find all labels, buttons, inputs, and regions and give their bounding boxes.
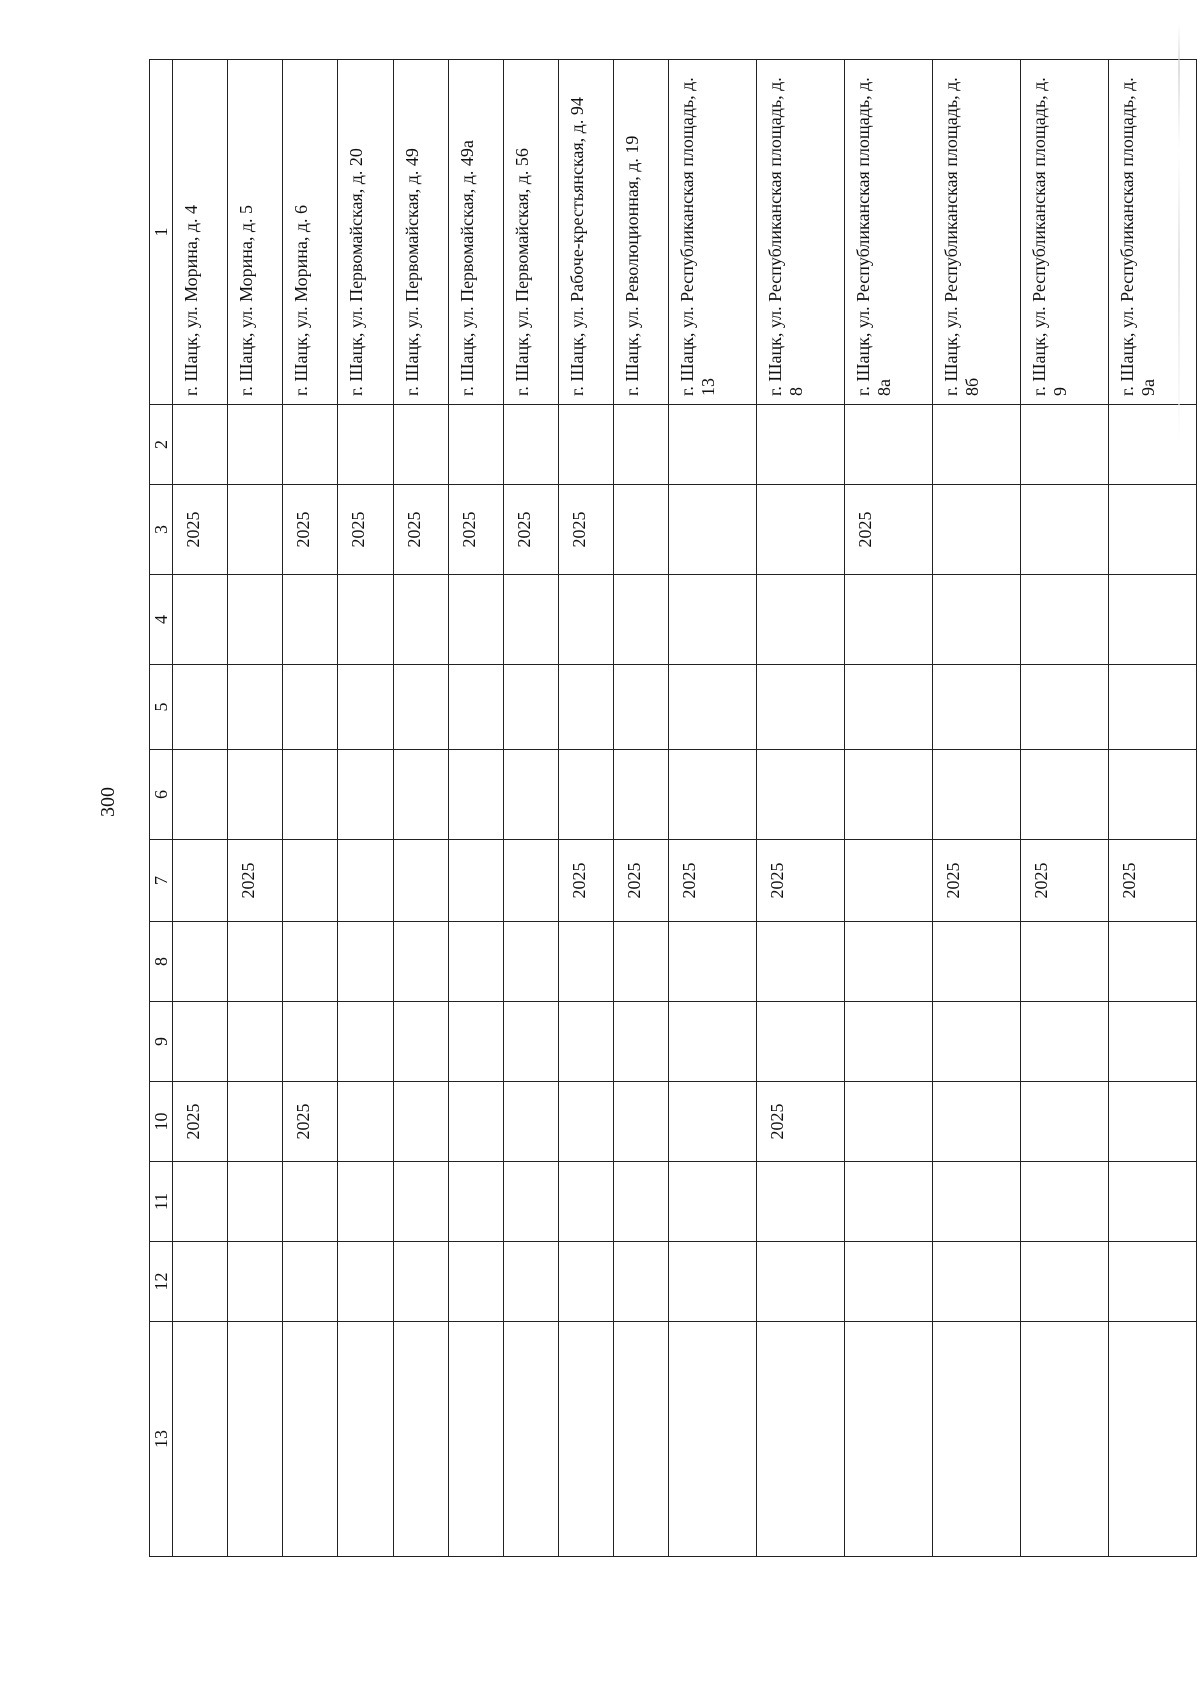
table-cell — [173, 750, 228, 840]
table-cell — [503, 750, 558, 840]
table-cell — [173, 922, 228, 1002]
table-cell — [559, 1322, 614, 1557]
table-cell — [338, 1082, 393, 1162]
column-header: 10 — [150, 1082, 173, 1162]
table-cell: 2025 — [338, 485, 393, 575]
table-cell — [173, 575, 228, 665]
column-header: 6 — [150, 750, 173, 840]
address-cell: г. Шацк, ул. Морина, д. 4 — [173, 60, 228, 405]
table-cell — [669, 750, 757, 840]
table-cell — [614, 1162, 669, 1242]
table-cell — [503, 922, 558, 1002]
table-cell — [448, 1242, 503, 1322]
column-header: 9 — [150, 1002, 173, 1082]
table-cell — [933, 922, 1021, 1002]
table-cell — [559, 575, 614, 665]
table-cell — [559, 665, 614, 750]
address-cell: г. Шацк, ул. Первомайская, д. 20 — [338, 60, 393, 405]
table-cell — [173, 1162, 228, 1242]
table-cell — [283, 1162, 338, 1242]
table-cell — [228, 665, 283, 750]
table-cell — [173, 665, 228, 750]
column-header: 5 — [150, 665, 173, 750]
table-cell — [338, 1002, 393, 1082]
table-row — [933, 60, 1021, 1557]
table-cell — [845, 840, 933, 922]
table-cell — [669, 405, 757, 485]
rotated-table-frame — [149, 77, 1197, 1557]
table-cell — [228, 1002, 283, 1082]
address-cell: г. Шацк, ул. Морина, д. 6 — [283, 60, 338, 405]
table-cell — [614, 1082, 669, 1162]
table-cell — [1021, 750, 1109, 840]
table-cell: 2025 — [1021, 840, 1109, 922]
table-cell: 2025 — [614, 840, 669, 922]
address-cell: г. Шацк, ул. Республиканская площадь, д. 13 — [669, 60, 757, 405]
address-cell: г. Шацк, ул. Морина, д. 5 — [228, 60, 283, 405]
table-cell — [283, 1322, 338, 1557]
table-cell — [933, 665, 1021, 750]
table-cell — [933, 1322, 1021, 1557]
table-cell — [757, 1162, 845, 1242]
table-cell — [1021, 1242, 1109, 1322]
table-cell — [393, 1322, 448, 1557]
table-cell — [393, 1002, 448, 1082]
table-cell — [1108, 750, 1196, 840]
table-row — [393, 60, 448, 1557]
table-row — [173, 60, 228, 1557]
table-cell — [1108, 405, 1196, 485]
table-cell — [933, 1002, 1021, 1082]
table-cell — [503, 1242, 558, 1322]
table-cell — [1021, 1002, 1109, 1082]
table-cell — [1021, 405, 1109, 485]
table-cell — [393, 665, 448, 750]
table-cell — [845, 1242, 933, 1322]
column-header: 11 — [150, 1162, 173, 1242]
table-cell — [669, 1162, 757, 1242]
table-cell — [757, 665, 845, 750]
table-cell — [448, 1002, 503, 1082]
table-cell — [845, 1002, 933, 1082]
table-row — [559, 60, 614, 1557]
table-cell — [1108, 575, 1196, 665]
table-cell — [448, 1082, 503, 1162]
table-row — [338, 60, 393, 1557]
table-cell — [845, 405, 933, 485]
table-row — [228, 60, 283, 1557]
column-header: 7 — [150, 840, 173, 922]
table-cell — [669, 1322, 757, 1557]
table-cell — [228, 1322, 283, 1557]
table-cell — [228, 750, 283, 840]
table-cell: 2025 — [228, 840, 283, 922]
table-cell: 2025 — [757, 840, 845, 922]
address-cell: г. Шацк, ул. Рабоче-крестьянская, д. 94 — [559, 60, 614, 405]
table-cell — [503, 665, 558, 750]
table-cell — [173, 1242, 228, 1322]
table-cell — [503, 1082, 558, 1162]
table-cell — [845, 1322, 933, 1557]
column-header: 12 — [150, 1242, 173, 1322]
table-cell — [559, 1082, 614, 1162]
table-cell — [338, 665, 393, 750]
table-cell — [757, 1002, 845, 1082]
table-cell: 2025 — [933, 840, 1021, 922]
table-cell — [228, 922, 283, 1002]
column-header: 1 — [150, 60, 173, 405]
table-cell — [338, 1242, 393, 1322]
table-cell — [757, 922, 845, 1002]
table-cell: 2025 — [845, 485, 933, 575]
table-cell — [845, 665, 933, 750]
table-cell — [669, 575, 757, 665]
address-cell: г. Шацк, ул. Первомайская, д. 49 — [393, 60, 448, 405]
table-row — [283, 60, 338, 1557]
table-cell — [338, 405, 393, 485]
table-cell — [559, 922, 614, 1002]
table-cell — [1108, 1082, 1196, 1162]
table-cell — [448, 750, 503, 840]
table-cell — [173, 1002, 228, 1082]
table-cell — [614, 405, 669, 485]
table-cell — [393, 405, 448, 485]
table-cell — [448, 840, 503, 922]
table-cell — [338, 750, 393, 840]
table-cell — [1021, 575, 1109, 665]
column-header: 4 — [150, 575, 173, 665]
table-cell — [1108, 665, 1196, 750]
table-cell — [559, 750, 614, 840]
table-cell — [338, 840, 393, 922]
table-cell — [669, 922, 757, 1002]
table-cell: 2025 — [669, 840, 757, 922]
table-cell — [228, 485, 283, 575]
table-cell — [393, 1082, 448, 1162]
address-cell: г. Шацк, ул. Республиканская площадь, д. 9 — [1021, 60, 1109, 405]
table-cell — [845, 922, 933, 1002]
table-cell — [228, 1082, 283, 1162]
column-header: 13 — [150, 1322, 173, 1557]
table-body — [150, 60, 1197, 1557]
table-cell — [614, 922, 669, 1002]
table-cell: 2025 — [283, 485, 338, 575]
table-cell: 2025 — [757, 1082, 845, 1162]
table-cell — [1108, 485, 1196, 575]
table-cell — [1021, 922, 1109, 1002]
table-cell — [757, 750, 845, 840]
table-cell — [933, 405, 1021, 485]
table-cell — [283, 665, 338, 750]
column-header: 2 — [150, 405, 173, 485]
table-cell — [757, 1322, 845, 1557]
table-cell — [933, 1162, 1021, 1242]
table-cell — [448, 1322, 503, 1557]
table-cell — [173, 1322, 228, 1557]
table-cell — [393, 840, 448, 922]
address-cell: г. Шацк, ул. Первомайская, д. 56 — [503, 60, 558, 405]
address-cell: г. Шацк, ул. Республиканская площадь, д. 8а — [845, 60, 933, 405]
table-cell — [228, 1162, 283, 1242]
table-cell — [283, 750, 338, 840]
table-cell — [448, 575, 503, 665]
table-cell — [1108, 1322, 1196, 1557]
table-cell — [228, 405, 283, 485]
table-cell — [933, 575, 1021, 665]
table-cell — [757, 405, 845, 485]
table-cell — [228, 575, 283, 665]
scan-margin-mark — [1178, 25, 1180, 445]
table-cell — [614, 750, 669, 840]
table-cell — [1108, 1242, 1196, 1322]
table-cell — [614, 1002, 669, 1082]
table-cell: 2025 — [393, 485, 448, 575]
table-cell — [1021, 665, 1109, 750]
table-cell — [503, 575, 558, 665]
table-cell: 2025 — [173, 1082, 228, 1162]
address-cell: г. Шацк, ул. Республиканская площадь, д. 8б — [933, 60, 1021, 405]
table-cell: 2025 — [448, 485, 503, 575]
table-cell — [503, 1322, 558, 1557]
table-cell — [448, 665, 503, 750]
table-cell — [933, 750, 1021, 840]
table-cell — [283, 1242, 338, 1322]
table-cell — [559, 405, 614, 485]
table-cell — [393, 750, 448, 840]
table-row — [845, 60, 933, 1557]
table-row — [1108, 60, 1196, 1557]
table-cell: 2025 — [559, 840, 614, 922]
table-cell — [669, 665, 757, 750]
address-cell: г. Шацк, ул. Революционная, д. 19 — [614, 60, 669, 405]
column-header: 3 — [150, 485, 173, 575]
table-cell — [559, 1242, 614, 1322]
table-row — [669, 60, 757, 1557]
table-cell — [669, 1242, 757, 1322]
table-cell — [757, 1242, 845, 1322]
table-cell — [614, 665, 669, 750]
table-cell — [669, 485, 757, 575]
table-cell — [338, 575, 393, 665]
table-cell — [614, 1322, 669, 1557]
table-cell: 2025 — [283, 1082, 338, 1162]
table-cell — [503, 405, 558, 485]
table-row — [503, 60, 558, 1557]
address-cell: г. Шацк, ул. Республиканская площадь, д. 9а — [1108, 60, 1196, 405]
table-cell — [173, 405, 228, 485]
table-cell — [559, 1002, 614, 1082]
page-number: 300 — [97, 787, 119, 817]
table-cell — [933, 1242, 1021, 1322]
table-cell — [283, 1002, 338, 1082]
table-cell: 2025 — [1108, 840, 1196, 922]
table-row — [448, 60, 503, 1557]
table-cell — [393, 575, 448, 665]
table-cell — [1021, 1322, 1109, 1557]
table-cell — [448, 405, 503, 485]
table-cell — [503, 840, 558, 922]
table-cell — [845, 1082, 933, 1162]
table-cell — [393, 1242, 448, 1322]
table-row — [614, 60, 669, 1557]
table-cell — [448, 922, 503, 1002]
table-cell — [933, 485, 1021, 575]
table-cell — [757, 485, 845, 575]
table-cell — [1108, 1002, 1196, 1082]
table-row — [1021, 60, 1109, 1557]
table-cell — [1108, 922, 1196, 1002]
table-cell — [393, 922, 448, 1002]
address-cell: г. Шацк, ул. Республиканская площадь, д. 8 — [757, 60, 845, 405]
table-cell — [933, 1082, 1021, 1162]
table-cell — [757, 575, 845, 665]
table-cell — [393, 1162, 448, 1242]
address-cell: г. Шацк, ул. Первомайская, д. 49а — [448, 60, 503, 405]
table-cell — [1021, 1082, 1109, 1162]
table-cell: 2025 — [503, 485, 558, 575]
table-cell — [338, 1162, 393, 1242]
table-cell — [614, 1242, 669, 1322]
table-cell — [283, 575, 338, 665]
table-cell — [845, 575, 933, 665]
table-cell — [614, 575, 669, 665]
table-cell — [283, 405, 338, 485]
table-cell — [283, 840, 338, 922]
table-cell — [283, 922, 338, 1002]
table-cell — [228, 1242, 283, 1322]
table-cell — [503, 1162, 558, 1242]
table-cell — [1021, 485, 1109, 575]
header-row — [150, 60, 173, 1557]
table-cell — [845, 750, 933, 840]
table-cell — [559, 1162, 614, 1242]
table-cell — [1021, 1162, 1109, 1242]
table-cell — [503, 1002, 558, 1082]
table-cell — [669, 1082, 757, 1162]
table-cell — [448, 1162, 503, 1242]
table-container — [149, 77, 1197, 1557]
table-cell — [173, 840, 228, 922]
schedule-table — [149, 59, 1197, 1557]
column-header: 8 — [150, 922, 173, 1002]
table-cell — [338, 922, 393, 1002]
table-cell — [614, 485, 669, 575]
table-cell — [338, 1322, 393, 1557]
table-row — [757, 60, 845, 1557]
table-cell — [669, 1002, 757, 1082]
table-cell: 2025 — [559, 485, 614, 575]
table-cell: 2025 — [173, 485, 228, 575]
table-cell — [845, 1162, 933, 1242]
table-cell — [1108, 1162, 1196, 1242]
